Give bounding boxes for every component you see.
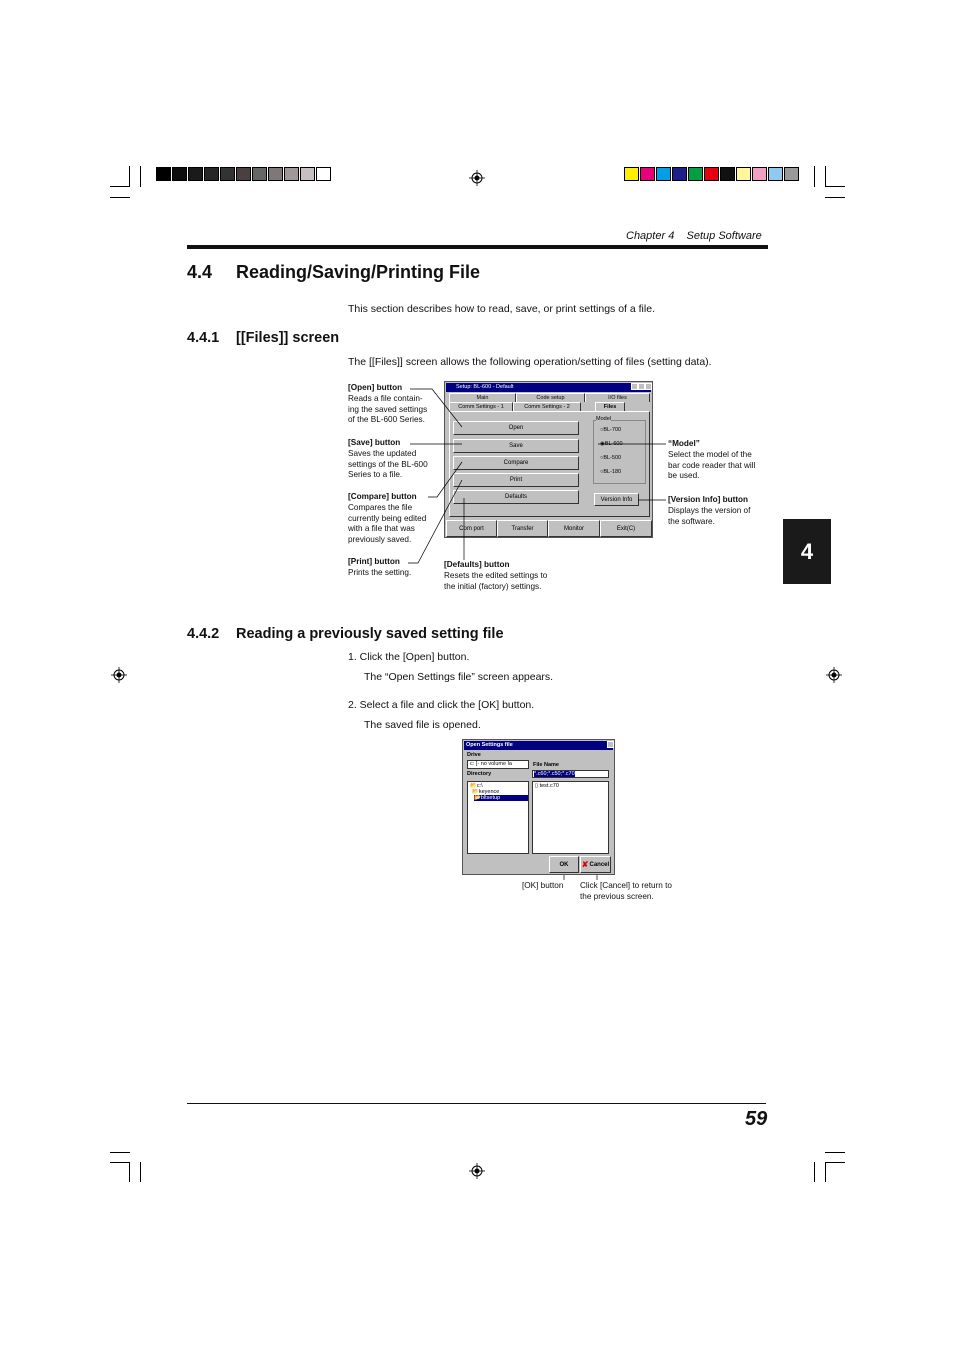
annotation-open: [Open] button Reads a file contain- ing the saved settings of the BL-600 Series. (348, 383, 428, 425)
model-option-bl700[interactable]: ○BL-700 (600, 427, 622, 433)
model-label: Model (596, 416, 611, 422)
model-option-bl500[interactable]: ○BL-500 (600, 455, 622, 461)
compare-button[interactable]: Compare (453, 456, 579, 470)
file-list[interactable] (532, 781, 609, 854)
dir-item-selected[interactable]: 📂bltsetup (474, 795, 528, 801)
tab-comm-settings-1[interactable]: Comm Settings - 1 (449, 402, 513, 411)
annotation-save: [Save] button Saves the updated settings of the BL-600 Series to a file. (348, 438, 428, 480)
model-option-bl600[interactable]: ◉BL-600 (600, 441, 623, 447)
open-button[interactable]: Open (453, 421, 579, 435)
filename-input[interactable]: *.c60;*.c50;*.c70 (532, 770, 609, 778)
window-titlebar: Setup: BL-600 - Default (446, 383, 651, 392)
chapter-tab: 4 (783, 519, 831, 584)
dir-item[interactable]: 📂keyence (472, 789, 500, 795)
print-button[interactable]: Print (453, 473, 579, 487)
annotation-compare: [Compare] button Compares the file currently being edited with a file that was previously saved. (348, 492, 427, 545)
directory-list[interactable] (467, 781, 529, 854)
annotation-model: “Model” Select the model of the bar code reader that will be used. (668, 439, 756, 481)
step-1: 1. Click the [Open] button. (348, 651, 470, 663)
dir-item[interactable]: 📂c:\ (470, 783, 483, 789)
tab-files[interactable]: Files (595, 402, 625, 411)
tab-io-files[interactable]: I/O files (585, 393, 650, 402)
subsection-title: 4.4.1 [[Files]] screen (187, 330, 340, 346)
defaults-button[interactable]: Defaults (453, 490, 579, 504)
subsection-title: 4.4.2 Reading a previously saved setting file (187, 626, 504, 642)
section-intro: This section describes how to read, save, or print settings of a file. (348, 303, 655, 315)
annotation-ok: [OK] button (522, 881, 564, 890)
ok-button[interactable]: OK (549, 856, 579, 873)
directory-label: Directory (467, 771, 492, 777)
file-item[interactable]: ▯ test.c70 (535, 783, 559, 789)
exit-button[interactable]: Exit(C) (600, 520, 652, 537)
annotation-version: [Version Info] button Displays the version of the software. (668, 495, 751, 526)
tab-code-setup[interactable]: Code setup (516, 393, 585, 402)
step-2: 2. Select a file and click the [OK] button. (348, 699, 535, 711)
tab-comm-settings-2[interactable]: Comm Settings - 2 (513, 402, 581, 411)
cancel-button[interactable]: ✘ Cancel (580, 856, 611, 873)
close-icon[interactable] (607, 741, 614, 748)
annotation-cancel: Click [Cancel] to return to the previous screen. (580, 881, 672, 901)
window-titlebar: Open Settings file (464, 741, 613, 750)
drive-label: Drive (467, 752, 481, 758)
section-title: 4.4 Reading/Saving/Printing File (187, 262, 481, 282)
transfer-button[interactable]: Transfer (497, 520, 548, 537)
cancel-x-icon: ✘ (581, 860, 589, 869)
com-port-button[interactable]: Com port (446, 520, 497, 537)
annotation-defaults: [Defaults] button Resets the edited settings to the initial (factory) settings. (444, 560, 548, 591)
open-settings-window (462, 739, 615, 875)
footer-rule (187, 1103, 766, 1104)
subsection-intro: The [[Files]] screen allows the following operation/setting of files (setting data). (348, 356, 712, 368)
monitor-button[interactable]: Monitor (548, 520, 600, 537)
page-number: 59 (745, 1108, 768, 1130)
drive-select[interactable]: c: [- no volume la (467, 760, 529, 769)
tab-main[interactable]: Main (449, 393, 516, 402)
step-2-result: The saved file is opened. (364, 719, 481, 731)
running-header: Chapter 4 Setup Software (626, 230, 762, 242)
annotation-print: [Print] button Prints the setting. (348, 557, 412, 577)
save-button[interactable]: Save (453, 439, 579, 453)
model-option-bl180[interactable]: ○BL-180 (600, 469, 622, 475)
version-info-button[interactable]: Version Info (594, 493, 639, 506)
step-1-result: The “Open Settings file” screen appears. (364, 671, 554, 683)
filename-label: File Name (533, 762, 559, 768)
